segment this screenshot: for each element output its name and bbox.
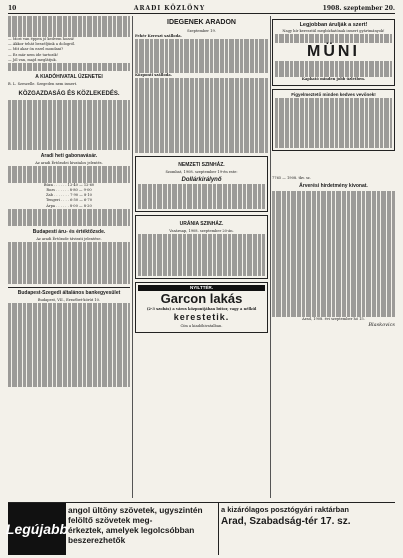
nemzeti-play: Dollárkirálynő: [181, 176, 222, 183]
page-number: 10: [8, 4, 17, 12]
notice-number: 7765 — 1908. tkv. sz.: [272, 175, 311, 180]
garcon-headline: Garcon lakás: [160, 291, 243, 307]
column-right: [272, 16, 395, 498]
muni-ad-text: Nagy hír keresztül megbízhatónak ismert gyártmányok!: [282, 29, 385, 33]
guests-heading: IDEGENEK ARADON: [167, 19, 236, 26]
header-rule: [8, 13, 395, 14]
auction-heading: Árverési hirdetmény kivonat.: [299, 182, 368, 189]
price-row: Tengeri . . . . 6·50 — 6·70: [45, 198, 93, 203]
ad-right-line: a kizárólagos posztógyári raktárban: [221, 505, 349, 514]
budapest-subheading: Az aradi Értőzsde távirati jelentése.: [36, 236, 102, 241]
price-row: Búza . . . . . . 12·40 — 12·60: [43, 182, 95, 187]
ad-middle-line: érkeztek, amelyek legolcsóbban beszerezhetők: [68, 525, 195, 545]
newspaper-title: ARADI KÖZLÖNY: [133, 4, 206, 12]
office-note: B. L. Szeszelle. Szegeden nem ismert.: [8, 82, 78, 87]
dialog-line: — Ez már nem ide tartozik!: [8, 52, 59, 57]
guests-date: Szeptember 19.: [187, 29, 216, 33]
muni-ad-line: Kapható minden jobb üzletben.: [301, 77, 366, 82]
ad-middle: [66, 503, 218, 555]
garcon-sub: (2-3 szobás) a város központjában bútor, vagy a nélkül: [146, 307, 257, 312]
garcon-wanted: kerestetik.: [173, 312, 230, 323]
muni-ad: [272, 19, 395, 86]
auction-date: Arad, 1908. évi szeptember hó 15.: [302, 316, 365, 321]
issue-date: 1908. szeptember 20.: [322, 4, 395, 12]
urania-date: Vasárnap, 1908. szeptember 20-án.: [169, 229, 234, 234]
dialog-line: — Akkor tehát beszéljünk a dologról.: [8, 42, 76, 47]
dialog-line: — Jól van, majd meglátjuk.: [8, 57, 57, 62]
muni-ad-title: Legjobban árulják a szert!: [299, 22, 368, 28]
auction-signature: Blaskovics: [368, 321, 395, 328]
nemzeti-date: Szombat, 1908. szeptember 19-én este:: [165, 170, 238, 175]
market-heading: Aradi heti gabonavásár.: [40, 152, 98, 159]
price-row: Rozs . . . . . . 8·80 — 9·00: [46, 187, 92, 192]
notice-ad: [272, 89, 395, 151]
column-left: [8, 16, 130, 498]
muni-brand: MÜNI: [307, 42, 360, 60]
office-heading: A KIADÓHIVATAL ÜZENETEI: [35, 74, 103, 81]
legujabb-badge: Legújabb: [8, 503, 66, 555]
bank-subheading: Budapest, VII., Erzsébet-körút 10.: [37, 297, 101, 302]
theatre-box-urania: [135, 215, 268, 279]
price-row: Zab . . . . . . . 7·90 — 8·10: [46, 193, 92, 198]
bottom-advertisement: [5, 502, 395, 555]
nemzeti-heading: NEMZETI SZINHÁZ.: [178, 162, 225, 169]
page-header: [8, 3, 395, 13]
dialog-line: — Mit akar ön ezzel mondani?: [8, 47, 64, 52]
theatre-box-nemzeti: [135, 156, 268, 212]
urania-heading: URÁNIA SZINHÁZ.: [179, 221, 224, 228]
ad-right-address: Arad, Szabadság-tér 17. sz.: [221, 516, 351, 527]
section-heading: KÖZGAZDASÁG ÉS KÖZLEKEDÉS.: [18, 90, 120, 97]
column-middle: [135, 16, 268, 376]
ad-middle-line: angol ültöny szövetek, ugyszintén felöltő szövetek meg-: [68, 505, 203, 525]
hotel-name: Központi szálloda.: [135, 72, 172, 77]
garcon-note: Cím a kiadóhivatalban.: [180, 324, 223, 329]
column-divider: [132, 16, 133, 498]
dialog-line: — Most van éppen jó kedvem hozzá!: [8, 36, 75, 41]
nyiltter-heading: NYILTTÉR.: [138, 285, 265, 291]
market-subheading: Az aradi Értőzsdei hivatalos jelentés.: [35, 160, 103, 165]
nyiltter-ad: [135, 282, 268, 332]
column-divider: [270, 16, 271, 498]
budapest-heading: Budapesti áru- és értéktőzsde.: [32, 228, 106, 235]
hotel-name: Fehér Kereszt szálloda.: [135, 34, 182, 39]
notice-ad-title: Figyelmeztető minden kedves vevőnek!: [291, 91, 376, 97]
ad-right: [218, 503, 395, 555]
price-row: Árpa . . . . . . 8·00 — 8·20: [46, 203, 92, 208]
bank-heading: Budapest-Szegedi általános bankegyesület: [8, 287, 130, 296]
